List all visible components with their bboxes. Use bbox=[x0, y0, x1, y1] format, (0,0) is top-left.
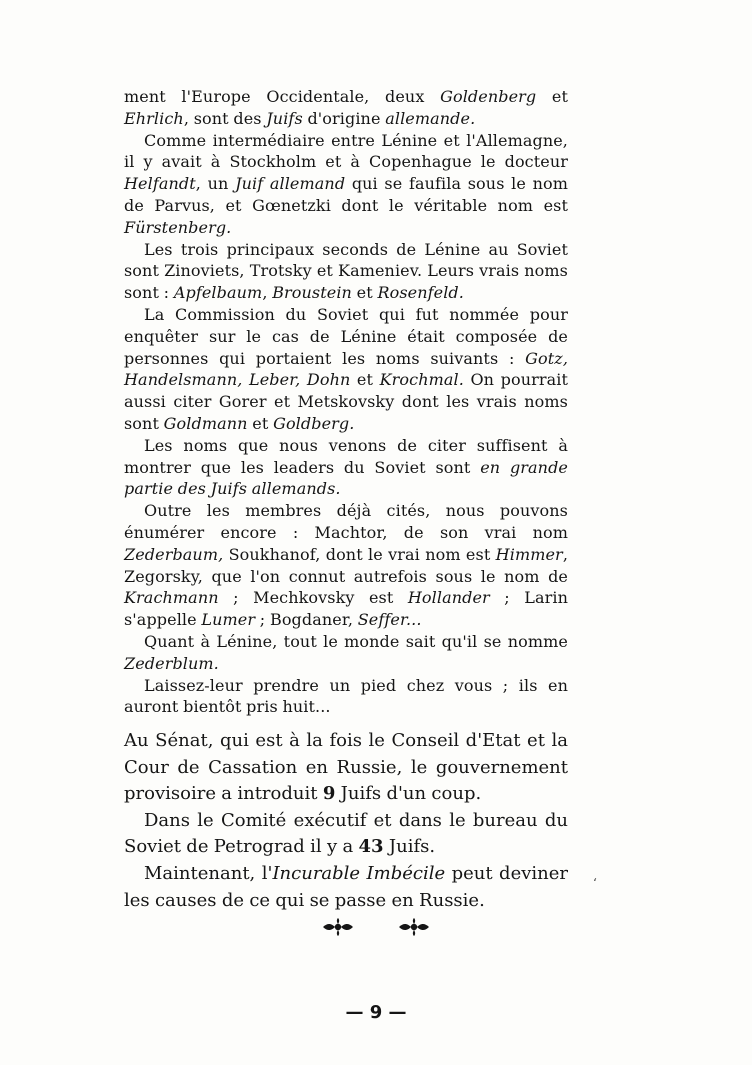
italic-text: Goldenberg bbox=[440, 87, 537, 106]
paragraph bbox=[124, 808, 568, 861]
paragraph bbox=[124, 728, 568, 808]
paragraph bbox=[124, 239, 568, 304]
text-run: On pourrait aussi citer Gorer et Metskovsky dont les vrais noms sont bbox=[124, 370, 568, 433]
paragraph bbox=[124, 435, 568, 500]
text-run: qui se faufila sous le nom de Parvus, et Gœnetzki dont le véritable nom est bbox=[124, 174, 568, 215]
text-run: Les trois principaux seconds de Lénine au Soviet sont Zinoviets, Trotsky et Kameniev. Leurs vrais noms sont : bbox=[124, 239, 568, 303]
main-text-block bbox=[124, 86, 568, 718]
text-run: Juifs. bbox=[383, 836, 436, 858]
text-run: Juifs d'un coup. bbox=[335, 783, 482, 805]
text-run: d'origine bbox=[302, 108, 386, 128]
italic-text: Gotz, Handelsmann, Leber, Dohn bbox=[124, 348, 568, 390]
italic-text: Goldberg. bbox=[273, 413, 355, 433]
italic-text: Incurable Imbécile bbox=[272, 863, 446, 885]
italic-text: Fürstenberg. bbox=[124, 217, 232, 237]
text-run: , bbox=[262, 283, 273, 303]
text-run: et bbox=[247, 413, 274, 433]
text-run: Les noms que nous venons de citer suffisent à montrer que les leaders du Soviet sont bbox=[124, 435, 568, 477]
text-run: ; Bogdaner, bbox=[255, 610, 358, 630]
italic-text: Ehrlich bbox=[124, 108, 184, 128]
italic-text: Krochmal. bbox=[379, 370, 464, 390]
text-run: et bbox=[350, 370, 380, 390]
paragraph bbox=[124, 861, 568, 914]
text-run: Laissez-leur prendre un pied chez vous ; ils en auront bientôt pris huit... bbox=[124, 675, 568, 717]
paragraph bbox=[124, 631, 568, 675]
text-run: Soukhanof, dont le vrai nom est bbox=[223, 544, 496, 564]
italic-text: Zederblum. bbox=[124, 653, 219, 673]
text-run: Maintenant, l' bbox=[144, 863, 273, 885]
text-run: Au Sénat, qui est à la fois le Conseil d'Etat et la Cour de Cassation en Russie, le gouvernement provisoire a introduit bbox=[124, 730, 568, 805]
text-run: et bbox=[351, 283, 378, 303]
italic-text: en grande partie des Juifs allemands. bbox=[124, 457, 568, 499]
italic-text: Rosenfeld. bbox=[377, 283, 464, 303]
text-run: , un bbox=[195, 174, 236, 194]
paragraph bbox=[124, 86, 568, 130]
italic-text: Helfandt bbox=[124, 174, 196, 194]
stray-mark: ‘ bbox=[593, 876, 597, 890]
italic-text: Hollander bbox=[407, 588, 490, 608]
fleuron-icon bbox=[397, 918, 431, 936]
italic-text: Broustein bbox=[272, 283, 352, 303]
text-run: Dans le Comité exécutif et dans le bureau du Soviet de Petrograd il y a bbox=[124, 809, 568, 858]
italic-text: Zederbaum, bbox=[124, 544, 224, 564]
text-run: , Zegorsky, que l'on connut autrefois sous le nom de bbox=[124, 544, 568, 586]
text-run: peut deviner les causes de ce qui se passe en Russie. bbox=[124, 863, 568, 911]
text-run: Outre les membres déjà cités, nous pouvons énumérer encore : Machtor, de son vrai nom bbox=[124, 501, 568, 542]
text-run: Comme intermédiaire entre Lénine et l'Allemagne, il y avait à Stockholm et à Copenhague le docteur bbox=[124, 130, 568, 172]
italic-text: Lumer bbox=[201, 610, 256, 630]
fleuron-icon bbox=[321, 918, 355, 936]
italic-text: Goldmann bbox=[163, 413, 248, 433]
text-run: Quant à Lénine, tout le monde sait qu'il se nomme bbox=[144, 631, 568, 651]
page-number: — 9 — bbox=[345, 1002, 407, 1023]
text-run: , sont des bbox=[183, 108, 267, 128]
italic-text: allemande. bbox=[385, 108, 476, 128]
paragraph bbox=[124, 304, 568, 435]
italic-text: Juif allemand bbox=[235, 174, 346, 194]
text-run: ; Mechkovsky est bbox=[218, 588, 408, 608]
text-run: La Commission du Soviet qui fut nommée pour enquêter sur le cas de Lénine était composée de personnes qui portaient les noms suivants : bbox=[124, 304, 568, 368]
ornament-row bbox=[0, 918, 752, 936]
large-text-block bbox=[124, 728, 568, 914]
text-run: ; Larin s'appelle bbox=[124, 588, 568, 630]
text-run: ment l'Europe Occidentale, deux bbox=[124, 87, 441, 106]
bold-number: 9 bbox=[322, 783, 336, 805]
italic-text: Apfelbaum bbox=[173, 283, 263, 303]
paragraph bbox=[124, 130, 568, 239]
italic-text: Krachmann bbox=[124, 588, 219, 608]
italic-text: Juifs bbox=[266, 108, 303, 128]
bold-number: 43 bbox=[358, 836, 384, 858]
text-run: et bbox=[536, 87, 568, 106]
italic-text: Himmer bbox=[495, 544, 563, 564]
paragraph bbox=[124, 675, 568, 719]
paragraph bbox=[124, 500, 568, 631]
page-body bbox=[124, 86, 568, 914]
italic-text: Seffer... bbox=[357, 610, 422, 630]
